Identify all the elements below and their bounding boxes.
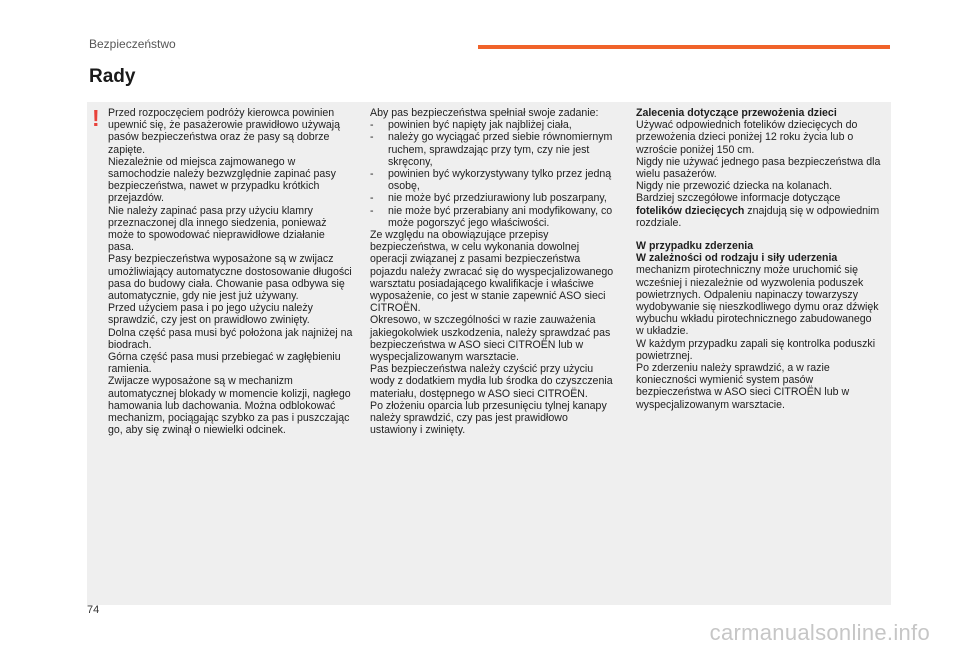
header-accent-rule bbox=[478, 45, 890, 49]
paragraph: Przed rozpoczęciem podróży kierowca powinien upewnić się, że pasażerowie prawidłowo używają pasów bezpieczeństwa oraz że pasy są dobrze zapięte. bbox=[108, 107, 341, 156]
paragraph: Górna część pasa musi przebiegać w zagłębieniu ramienia. bbox=[108, 351, 341, 376]
column-warning bbox=[108, 107, 353, 436]
paragraph: Zwijacze wyposażone są w mechanizm automatycznej blokady w momencie kolizji, nagłego hamowania lub dachowania. Można odblokować mechanizm, pociągając szybko za pas i puszczając go, aby się zwinął o niewielki odcinek. bbox=[108, 375, 351, 437]
heading-child-transport: Zalecenia dotyczące przewożenia dzieci bbox=[636, 107, 837, 119]
paragraph: Pas bezpieczeństwa należy czyścić przy użyciu wody z dodatkiem mydła lub środka do czyszczenia materiału, dostępnego w ASO sieci CITROËN. bbox=[370, 363, 613, 400]
intro-text: Aby pas bezpieczeństwa spełniał swoje zadanie: bbox=[370, 107, 599, 119]
column-seatbelt-rules bbox=[370, 107, 615, 436]
dash-bullet: - bbox=[370, 204, 374, 217]
paragraph: Ze względu na obowiązujące przepisy bezpieczeństwa, w celu wykonania dowolnej operacji związanej z pasami bezpieczeństwa pojazdu należy zwracać się do wyspecjalizowanego warsztatu posiadającego kwalifikacje i właściwe wyposażenie, co jest w stanie zapewnić ASO sieci CITROËN. bbox=[370, 229, 614, 315]
list-item-text: należy go wyciągać przed siebie równomiernym ruchem, sprawdzając przy tym, czy nie jest skręcony, bbox=[388, 131, 613, 168]
paragraph: Przed użyciem pasa i po jego użyciu należy sprawdzić, czy jest on prawidłowo zwinięty. bbox=[108, 302, 313, 327]
link-child-seats: fotelików dziecięcych bbox=[636, 204, 745, 217]
paragraph: Używać odpowiednich fotelików dziecięcych do przewożenia dzieci poniżej 12 roku życia lub o wzroście poniżej 150 cm. bbox=[636, 119, 858, 156]
dash-bullet: - bbox=[370, 192, 374, 205]
watermark: carmanualsonline.info bbox=[709, 620, 930, 645]
dash-bullet: - bbox=[370, 168, 374, 181]
paragraph: Po złożeniu oparcia lub przesunięciu tylnej kanapy należy sprawdzić, czy pas jest prawidłowo ustawiony i zwinięty. bbox=[370, 399, 607, 437]
column-children-crash bbox=[636, 107, 881, 411]
paragraph: Dolna część pasa musi być położona jak najniżej na biodrach. bbox=[108, 326, 353, 351]
list-item-text: nie może być przerabiany ani modyfikowany, co może pogorszyć jego właściwości. bbox=[388, 204, 613, 229]
dash-bullet: - bbox=[370, 131, 374, 144]
heading-collision: W przypadku zderzenia bbox=[636, 240, 754, 253]
list-item bbox=[370, 131, 615, 168]
dash-bullet: - bbox=[370, 119, 374, 132]
list-item-text: powinien być napięty jak najbliżej ciała, bbox=[388, 119, 572, 132]
text-segment: znajdują się w odpowiednim rozdziale. bbox=[636, 204, 880, 229]
list-item-text: powinien być wykorzystywany tylko przez jedną osobę, bbox=[388, 168, 612, 193]
page-number: 74 bbox=[87, 604, 100, 616]
text-segment: Bardziej szczegółowe informacje dotyczące bbox=[636, 192, 841, 205]
page-title: Rady bbox=[89, 66, 136, 87]
paragraph: Po zderzeniu należy sprawdzić, a w razie konieczności wymienić system pasów bezpieczeństwa w ASO sieci CITROËN lub w wyspecjalizowanym warsztacie. bbox=[636, 362, 850, 411]
list-item bbox=[370, 168, 615, 192]
list-item bbox=[370, 119, 615, 131]
heading-impact-type: W zależności od rodzaju i siły uderzenia bbox=[636, 252, 838, 265]
paragraph: mechanizm pirotechniczny może uruchomić się wcześniej i niezależnie od wyzwolenia poduszek powietrznych. Odpaleniu napinaczy towarzyszy wydobywanie się nieszkodliwego dymu oraz dźwięk wybuchu wkładu pirotechnicznego zabudowanego w układzie. bbox=[636, 264, 879, 338]
spacer bbox=[636, 229, 881, 240]
section-label: Bezpieczeństwo bbox=[89, 37, 176, 51]
list-item bbox=[370, 192, 615, 204]
list-item bbox=[370, 205, 615, 229]
paragraph: W każdym przypadku zapali się kontrolka poduszki powietrznej. bbox=[636, 337, 876, 362]
paragraph bbox=[636, 192, 881, 229]
list-item-text: nie może być przedziurawiony lub poszarpany, bbox=[388, 192, 607, 205]
paragraph: Pasy bezpieczeństwa wyposażone są w zwijacz umożliwiający automatyczne dostosowanie długości pasa do budowy ciała. Chowanie pasa odbywa się automatycznie, gdy nie jest już używany. bbox=[108, 253, 352, 303]
warning-icon: ! bbox=[92, 105, 100, 131]
paragraph: Niezależnie od miejsca zajmowanego w samochodzie należy bezwzględnie zapinać pasy bezpieczeństwa, nawet w przypadku krótkich przejazdów. bbox=[108, 155, 336, 205]
paragraph: Nie należy zapinać pasa przy użyciu klamry przeznaczonej dla innego siedzenia, ponieważ może to spowodować nieprawidłowe działanie pasa. bbox=[108, 204, 327, 254]
paragraph: Nigdy nie używać jednego pasa bezpieczeństwa dla wielu pasażerów. bbox=[636, 155, 881, 181]
paragraph: Okresowo, w szczególności w razie zauważenia jakiegokolwiek uszkodzenia, należy sprawdzać pas bezpieczeństwa w ASO sieci CITROËN lub w wyspecjalizowanym warsztacie. bbox=[370, 314, 611, 364]
paragraph: Nigdy nie przewozić dziecka na kolanach. bbox=[636, 180, 833, 193]
